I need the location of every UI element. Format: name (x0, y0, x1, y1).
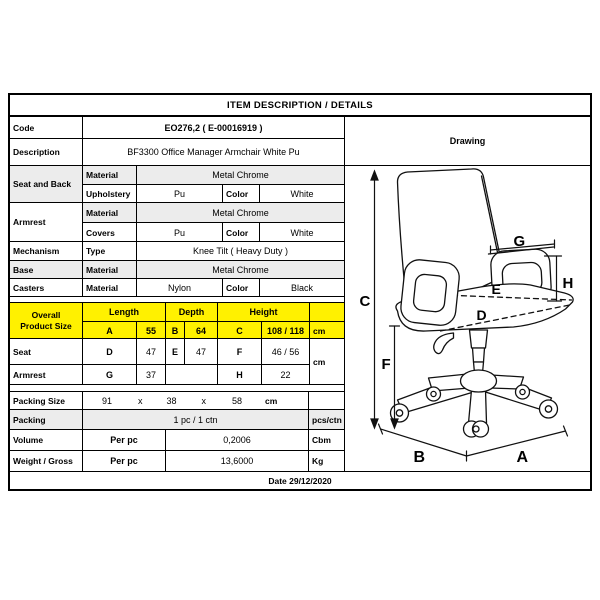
color-value: White (290, 189, 314, 199)
material-label: Material (83, 166, 137, 184)
code-row (10, 117, 344, 139)
base-label: Base (10, 261, 83, 278)
code-value: EO276,2 ( E-00016919 ) (164, 122, 263, 133)
dim-label-b: B (413, 449, 426, 466)
dim-val-d: 47 (137, 339, 166, 364)
volume-unit: Cbm (312, 435, 331, 445)
color-label: Color (223, 279, 260, 296)
dim-key-g: G (83, 365, 137, 385)
dim-label-g: G (513, 233, 526, 250)
armrest-group (10, 203, 344, 242)
packing-value: 1 pc / 1 ctn (83, 410, 309, 429)
seat-back-group (10, 166, 344, 203)
drawing-column (345, 117, 590, 471)
armrest-size-row (10, 365, 309, 385)
weight-row (10, 451, 344, 471)
seat-size-row (10, 339, 309, 365)
dim-val-a: 55 (137, 322, 166, 339)
dim-val-c: 108 / 118 (262, 322, 310, 339)
color-value: White (290, 227, 314, 238)
spec-sheet (8, 93, 592, 491)
color-value: Black (290, 282, 313, 293)
overall-size-row (83, 322, 344, 339)
volume-label: Volume (10, 430, 83, 450)
packing-size-label: Packing Size (10, 392, 83, 409)
dim-key-h: H (218, 365, 262, 385)
packing-dim-1: 91 (102, 395, 113, 406)
drawing-area (345, 166, 590, 471)
covers-label: Covers (83, 223, 137, 242)
chair-armrest-left (399, 258, 460, 326)
drawing-header: Drawing (345, 117, 590, 166)
mechanism-row (10, 242, 344, 261)
packing-size-unit: cm (265, 395, 278, 406)
packing-size-values (83, 392, 309, 409)
description-label: Description (10, 139, 83, 165)
type-value: Knee Tilt ( Heavy Duty ) (192, 246, 289, 256)
packing-times-2: x (201, 395, 207, 406)
seat-size-label: Seat (10, 339, 83, 364)
armrest-label: Armrest (10, 203, 83, 241)
dim-label-a: A (516, 449, 529, 466)
packing-dim-2: 38 (166, 395, 177, 406)
overall-unit: cm (313, 325, 326, 336)
volume-value: 0,2006 (166, 430, 309, 450)
dim-key-b: B (166, 322, 185, 339)
weight-value: 13,6000 (166, 451, 309, 471)
packing-size-row (10, 392, 344, 410)
color-label: Color (223, 223, 260, 242)
material-value: Nylon (137, 279, 223, 296)
dim-val-e: 47 (185, 339, 218, 364)
description-value: BF3300 Office Manager Armchair White Pu (127, 147, 300, 157)
code-label: Code (10, 117, 83, 138)
empty-cell (166, 365, 218, 385)
packing-row (10, 410, 344, 430)
dim-key-f: F (218, 339, 262, 364)
seat-armrest-size-group (10, 339, 344, 385)
material-value: Metal Chrome (212, 207, 269, 218)
dim-label-h: H (562, 275, 574, 292)
dim-label-f: F (381, 356, 391, 373)
volume-row (10, 430, 344, 451)
size-header-unit-cell (310, 303, 344, 321)
color-label: Color (223, 185, 260, 203)
covers-value: Pu (137, 223, 223, 242)
sheet-title: ITEM DESCRIPTION / DETAILS (10, 95, 590, 117)
dim-label-d: D (476, 307, 487, 323)
volume-per: Per pc (83, 430, 166, 450)
weight-label: Weight / Gross (10, 451, 83, 471)
sheet-body (10, 117, 590, 471)
dim-key-e: E (166, 339, 185, 364)
seat-back-material-row (83, 166, 344, 185)
seat-back-upholstery-row (83, 185, 344, 203)
casters-row (10, 279, 344, 297)
dim-key-a: A (83, 322, 137, 339)
size-header-row (83, 303, 344, 322)
base-row (10, 261, 344, 279)
empty-unit-cell (309, 392, 344, 409)
weight-per: Per pc (83, 451, 166, 471)
dim-key-c: C (218, 322, 262, 339)
seat-armrest-unit: cm (309, 339, 344, 384)
material-label: Material (83, 279, 137, 296)
height-header: Height (218, 303, 310, 321)
armrest-size-label: Armrest (10, 365, 83, 385)
overall-size-group (10, 303, 344, 339)
packing-dim-3: 58 (232, 395, 243, 406)
dim-key-d: D (83, 339, 137, 364)
armrest-material-row (83, 203, 344, 223)
chair-drawing (345, 166, 590, 471)
overall-size-label: Overall Product Size (10, 303, 83, 338)
material-value: Metal Chrome (212, 170, 269, 180)
length-header: Length (83, 303, 166, 321)
packing-unit: pcs/ctn (312, 414, 342, 425)
dim-label-e: E (491, 281, 501, 297)
spacer-row (10, 385, 344, 392)
material-value: Metal Chrome (212, 264, 269, 275)
chair-gas-lift (470, 330, 488, 373)
description-row (10, 139, 344, 166)
date-stamp: Date 29/12/2020 (10, 471, 590, 489)
spec-table (10, 117, 345, 471)
depth-header: Depth (166, 303, 218, 321)
material-label: Material (83, 203, 137, 222)
upholstery-label: Upholstery (83, 185, 137, 203)
material-label: Material (83, 261, 137, 278)
type-label: Type (83, 242, 137, 260)
armrest-covers-row (83, 223, 344, 242)
packing-times-1: x (138, 395, 143, 406)
casters-label: Casters (10, 279, 83, 296)
dim-val-g: 37 (137, 365, 166, 385)
weight-unit: Kg (312, 456, 324, 466)
chair-lever (434, 333, 454, 354)
packing-label: Packing (10, 410, 83, 429)
dim-val-h: 22 (280, 370, 291, 380)
dim-val-f: 46 / 56 (271, 346, 300, 357)
dim-val-b: 64 (185, 322, 218, 339)
dim-label-c: C (359, 293, 371, 310)
seat-back-label: Seat and Back (10, 166, 83, 202)
mechanism-label: Mechanism (10, 242, 83, 260)
upholstery-value: Pu (137, 185, 223, 203)
